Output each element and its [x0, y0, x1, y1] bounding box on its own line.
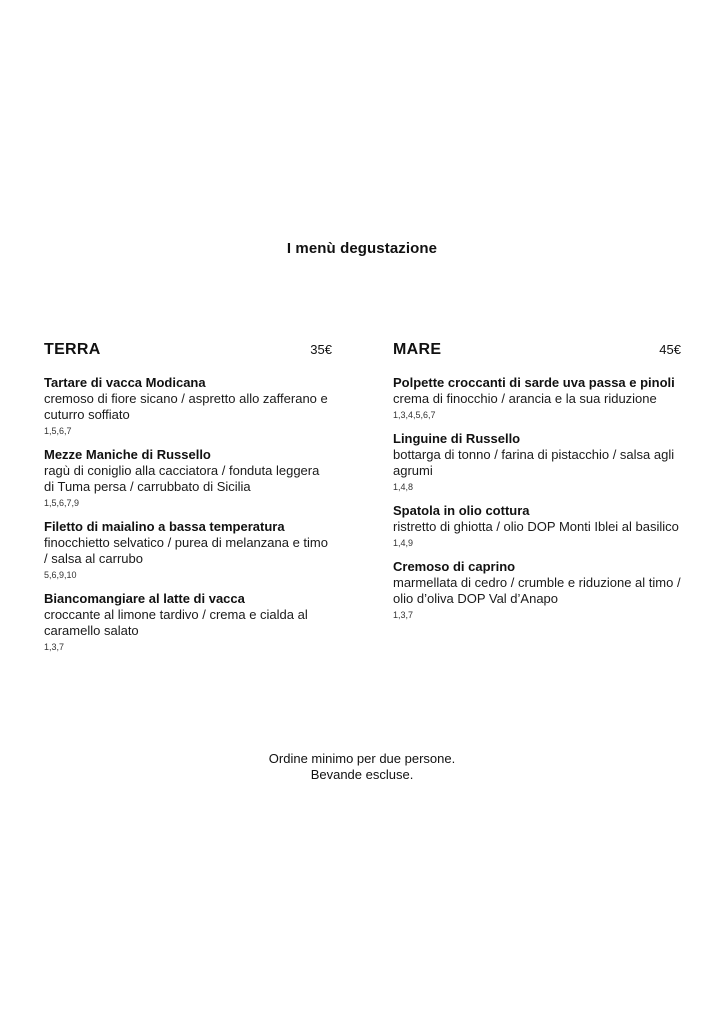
- menu-name: TERRA: [44, 341, 101, 358]
- dish-allergens: 1,5,6,7: [44, 426, 72, 436]
- dish-name: Tartare di vacca Modicana: [44, 375, 206, 390]
- dish-name: Filetto di maialino a bassa temperatura: [44, 519, 285, 534]
- dish-name: Polpette croccanti di sarde uva passa e pinoli: [393, 375, 675, 390]
- dish-description: finocchietto selvatico / purea di melanzana e timo / salsa al carrubo: [44, 535, 328, 566]
- dish-description: bottarga di tonno / farina di pistacchio / salsa agli agrumi: [393, 447, 675, 478]
- dish: [44, 519, 332, 582]
- dish-name: Linguine di Russello: [393, 431, 521, 446]
- menu-price: 35€: [310, 342, 332, 357]
- dish: [393, 375, 681, 422]
- dish-allergens: 1,4,9: [393, 538, 414, 548]
- dish-description: ristretto di ghiotta / olio DOP Monti Iblei al basilico: [393, 519, 679, 534]
- footer-note: [0, 751, 724, 783]
- dish-name: Cremoso di caprino: [393, 559, 516, 574]
- menu-name: MARE: [393, 341, 442, 358]
- dish-description: marmellata di cedro / crumble e riduzione al timo / olio d’oliva DOP Val d’Anapo: [393, 575, 681, 606]
- dish-name: Spatola in olio cottura: [393, 503, 530, 518]
- dish-allergens: 1,4,8: [393, 482, 414, 492]
- dish: [393, 559, 681, 622]
- dish-allergens: 1,3,7: [44, 642, 65, 652]
- footer-line-minimum-order: Ordine minimo per due persone.: [268, 751, 456, 766]
- dish-allergens: 5,6,9,10: [44, 570, 77, 580]
- dish-allergens: 1,3,7: [393, 610, 414, 620]
- dish-name: Mezze Maniche di Russello: [44, 447, 211, 462]
- dish-name: Biancomangiare al latte di vacca: [44, 591, 245, 606]
- dish-description: crema di finocchio / arancia e la sua riduzione: [393, 391, 657, 406]
- menu-header: [393, 341, 681, 363]
- dish: [393, 503, 681, 550]
- page-title: I menù degustazione: [286, 240, 438, 257]
- dish-description: croccante al limone tardivo / crema e cialda al caramello salato: [44, 607, 308, 638]
- menu-price: 45€: [659, 342, 681, 357]
- menu-header: [44, 341, 332, 363]
- dish: [44, 447, 332, 510]
- dish: [44, 591, 332, 654]
- footer-line-drinks-excluded: Bevande escluse.: [310, 767, 414, 782]
- dish-description: ragù di coniglio alla cacciatora / fonduta leggera di Tuma persa / carrubbato di Sicilia: [44, 463, 320, 494]
- menu-mare: [393, 341, 681, 631]
- dish: [393, 431, 681, 494]
- dish-allergens: 1,3,4,5,6,7: [393, 410, 436, 420]
- dish-allergens: 1,5,6,7,9: [44, 498, 80, 508]
- dish-description: cremoso di fiore sicano / aspretto allo zafferano e cuturro soffiato: [44, 391, 328, 422]
- dish: [44, 375, 332, 438]
- menu-terra: [44, 341, 332, 663]
